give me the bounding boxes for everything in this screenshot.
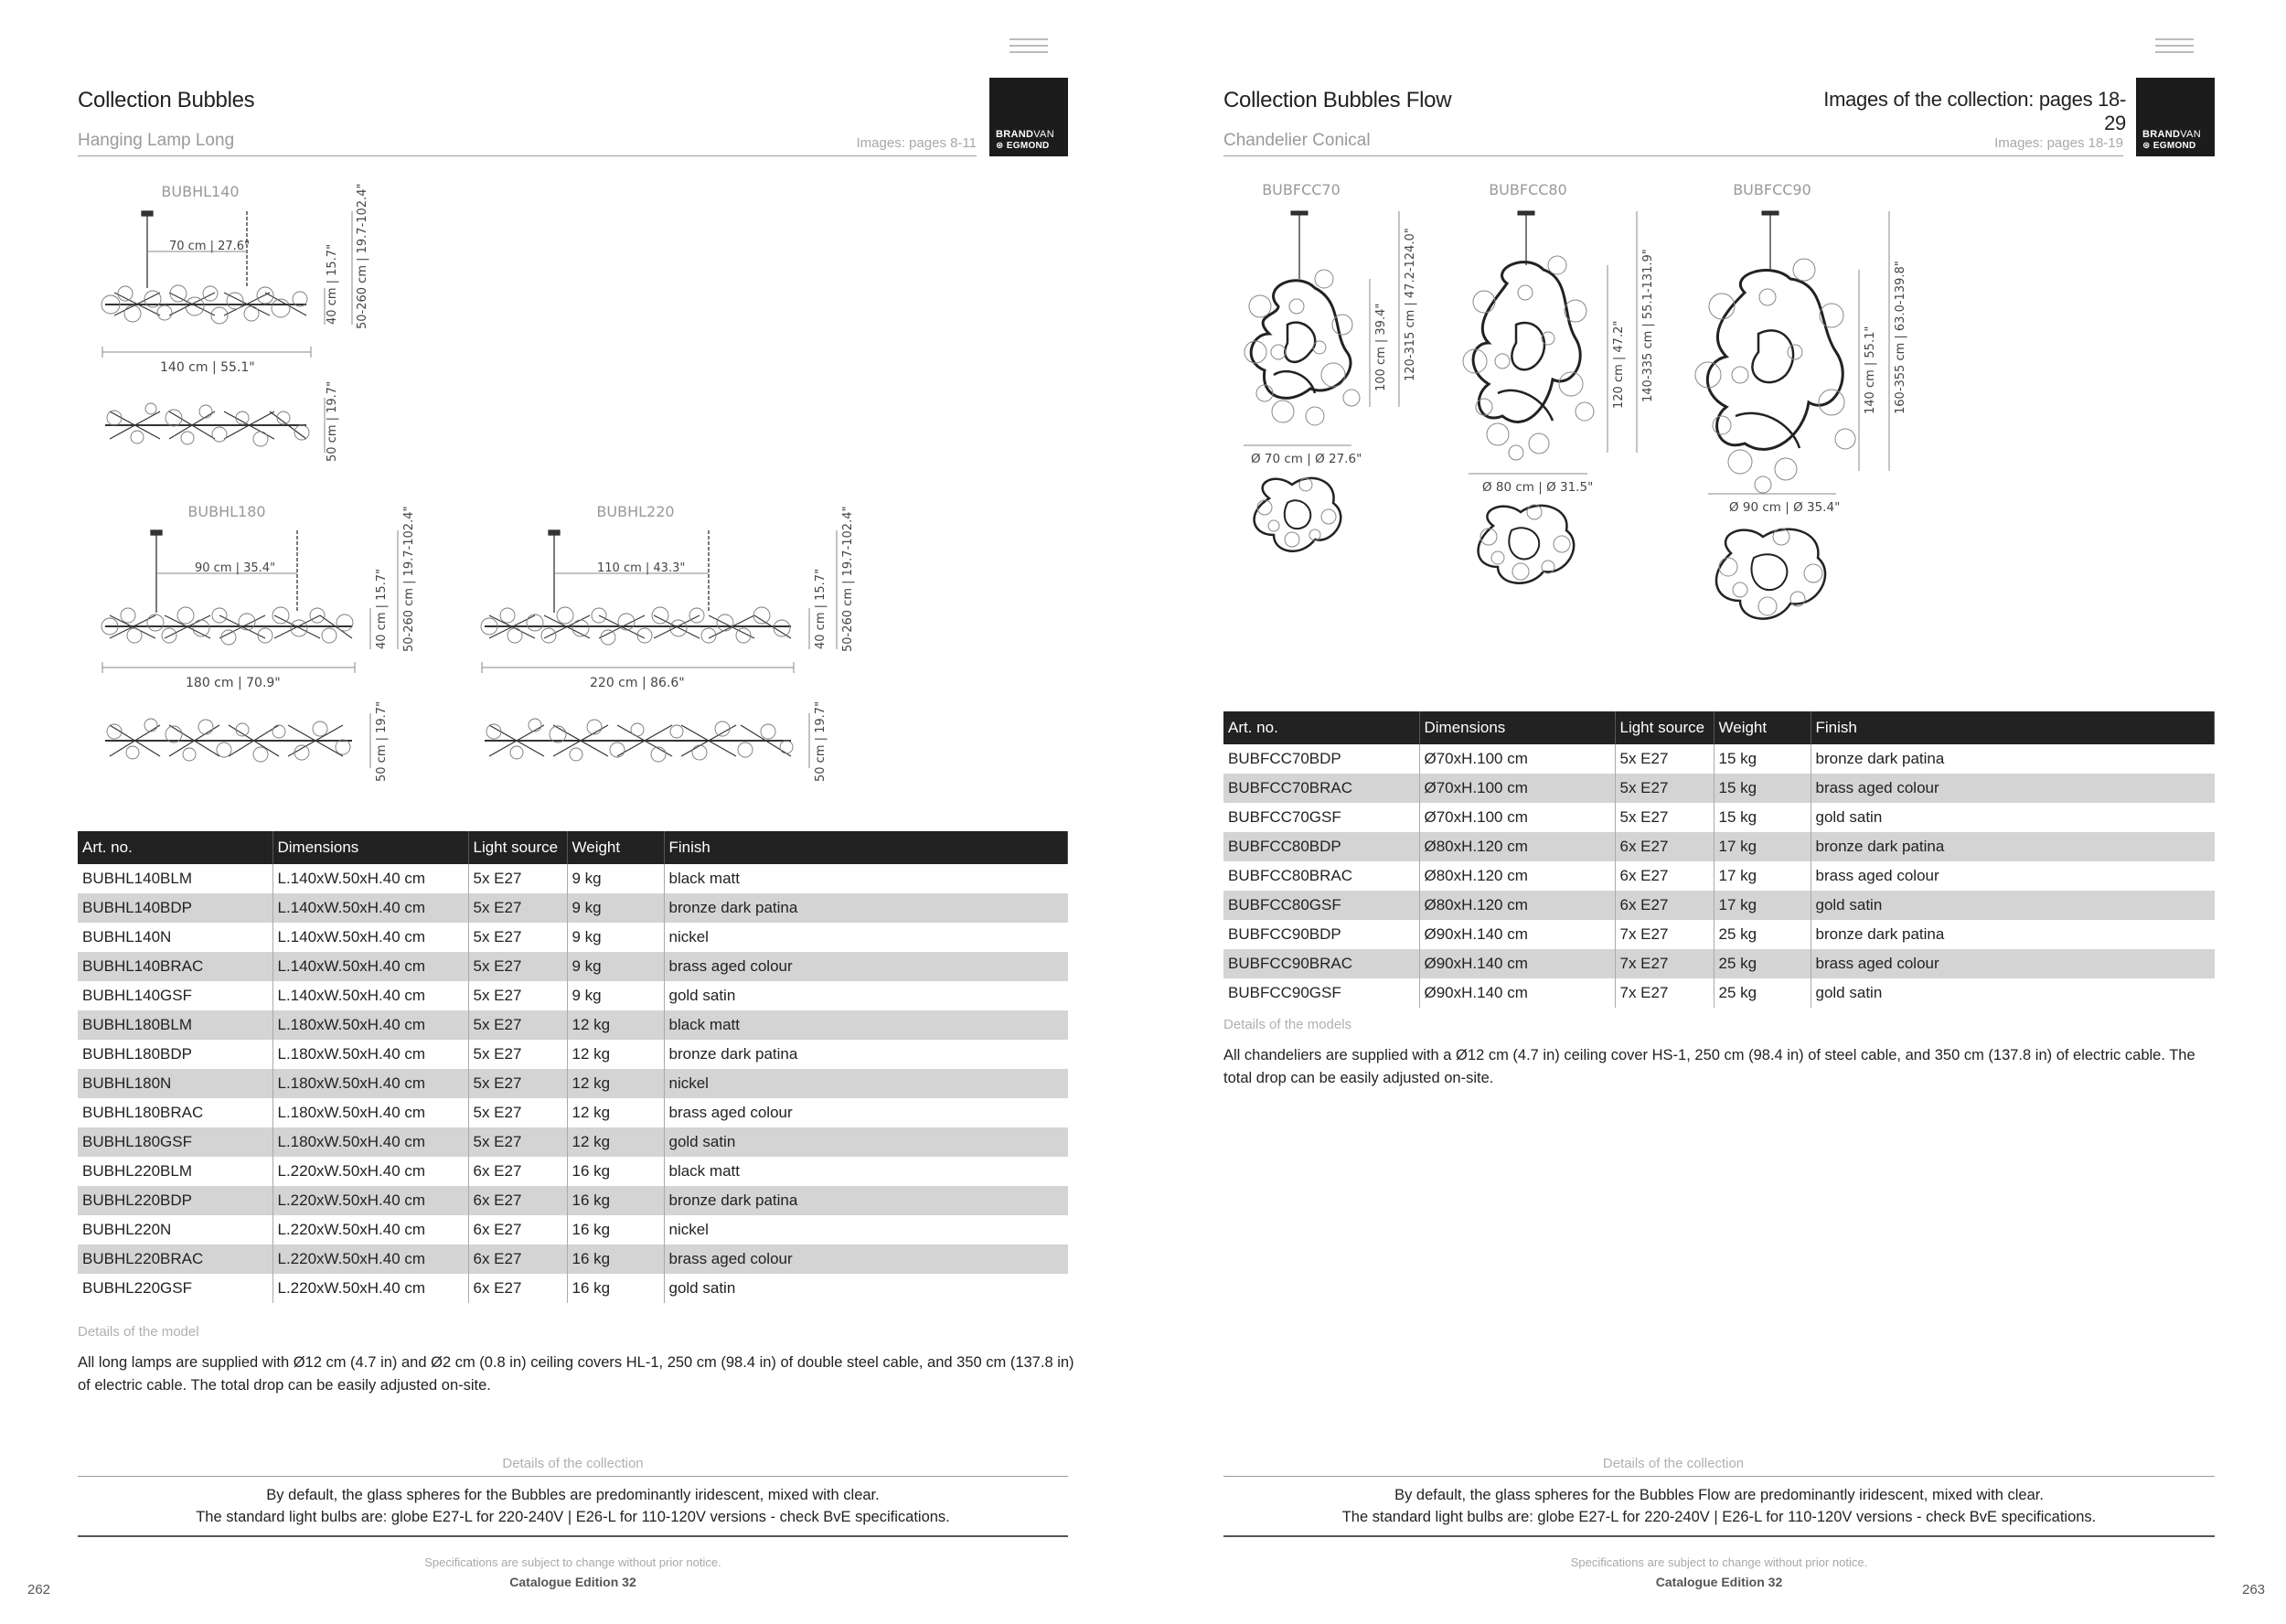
- menu-lines-icon: [2155, 38, 2194, 57]
- bubhl180-height-label: 40 cm | 15.7": [375, 568, 389, 649]
- table-cell: 15 kg: [1714, 744, 1811, 774]
- bubhl140-width-label: 70 cm | 27.6": [169, 240, 251, 253]
- table-row: [78, 1127, 1068, 1157]
- table-cell: BUBHL140BDP: [78, 893, 272, 923]
- images-reference: Images: pages 8-11: [856, 135, 977, 151]
- table-cell: 17 kg: [1714, 861, 1811, 891]
- drawings-bubfcc: [1223, 178, 1955, 672]
- collection-heading: Details of the collection: [502, 1456, 644, 1471]
- left-table-body: [78, 864, 1068, 1303]
- table-cell: 7x E27: [1615, 978, 1714, 1008]
- table-cell: 5x E27: [468, 1127, 567, 1157]
- table-cell: BUBHL220GSF: [78, 1274, 272, 1303]
- table-cell: 6x E27: [468, 1215, 567, 1245]
- bubhl220-width-label: 110 cm | 43.3": [597, 561, 686, 575]
- table-cell: 5x E27: [468, 923, 567, 952]
- table-cell: BUBHL140GSF: [78, 981, 272, 1010]
- bubfcc70-drop-label: 120-315 cm | 47.2-124.0": [1404, 228, 1417, 381]
- table-cell: 17 kg: [1714, 832, 1811, 861]
- bubfcc90-diameter-label: Ø 90 cm | Ø 35.4": [1729, 500, 1841, 515]
- table-cell: bronze dark patina: [1811, 832, 2215, 861]
- table-cell: 16 kg: [567, 1186, 664, 1215]
- right-spec-table: [1223, 711, 2215, 1008]
- table-cell: 25 kg: [1714, 949, 1811, 978]
- table-cell: 5x E27: [468, 981, 567, 1010]
- table-cell: L.140xW.50xH.40 cm: [272, 981, 468, 1010]
- table-cell: L.220xW.50xH.40 cm: [272, 1274, 468, 1303]
- table-cell: 5x E27: [1615, 744, 1714, 774]
- images-of-collection: Images of the collection: pages 18-29: [1823, 88, 2126, 134]
- table-cell: BUBFCC90GSF: [1223, 978, 1419, 1008]
- table-cell: black matt: [668, 870, 740, 887]
- col-art-no: Art. no.: [1223, 711, 1419, 744]
- bubfcc70-side-view: [1244, 211, 1360, 425]
- table-cell: 12 kg: [567, 1098, 664, 1127]
- table-cell: BUBFCC70GSF: [1223, 803, 1419, 832]
- table-cell: 16 kg: [567, 1157, 664, 1186]
- col-finish: Finish: [664, 831, 1068, 864]
- table-row: [78, 923, 1068, 952]
- table-cell: 12 kg: [567, 1069, 664, 1098]
- table-cell: gold satin: [1815, 808, 1883, 826]
- bubfcc90-drop-label: 160-355 cm | 63.0-139.8": [1894, 261, 1907, 414]
- table-cell: 9 kg: [567, 893, 664, 923]
- collection-line-1: By default, the glass spheres for the Bubbles are predominantly iridescent, mixed with clear.: [266, 1487, 880, 1503]
- table-cell: 9 kg: [567, 923, 664, 952]
- table-cell: 5x E27: [468, 893, 567, 923]
- bubhl220-top-view: [485, 719, 793, 762]
- table-cell: gold satin: [1811, 891, 2215, 920]
- bubfcc70-height-label: 100 cm | 39.4": [1374, 303, 1388, 391]
- table-cell: 9 kg: [567, 952, 664, 981]
- table-row: [78, 893, 1068, 923]
- table-cell: L.140xW.50xH.40 cm: [272, 893, 468, 923]
- images-reference: Images: pages 18-19: [1994, 135, 2123, 151]
- table-row: [78, 1274, 1068, 1303]
- collection-rule-bottom: [78, 1535, 1068, 1537]
- table-cell: BUBHL220N: [78, 1215, 272, 1245]
- table-cell: 15 kg: [1714, 774, 1811, 803]
- drawings-bubhl: [78, 178, 992, 800]
- table-cell: 6x E27: [1615, 891, 1714, 920]
- table-cell: brass aged colour: [664, 952, 1068, 981]
- bubfcc90-side-view: [1695, 211, 1855, 493]
- table-cell: 15 kg: [1714, 803, 1811, 832]
- table-cell: L.220xW.50xH.40 cm: [272, 1215, 468, 1245]
- table-row: [78, 1069, 1068, 1098]
- model-label: BUBFCC70: [1262, 181, 1341, 198]
- table-cell: bronze dark patina: [664, 1186, 1068, 1215]
- table-cell: 25 kg: [1714, 920, 1811, 949]
- page-subtitle: Hanging Lamp Long: [78, 131, 235, 150]
- table-row: [1223, 774, 2215, 803]
- bubhl180-depth-label: 50 cm | 19.7": [375, 700, 389, 782]
- table-cell: Ø70xH.100 cm: [1419, 803, 1615, 832]
- footer-edition: Catalogue Edition 32: [509, 1575, 636, 1589]
- table-cell: BUBHL180BLM: [78, 1010, 272, 1040]
- table-row: [78, 1098, 1068, 1127]
- table-cell: Ø90xH.140 cm: [1419, 978, 1615, 1008]
- collection-rule-top: [1223, 1476, 2215, 1477]
- table-cell: brass aged colour: [1811, 774, 2215, 803]
- table-cell: BUBHL180N: [78, 1069, 272, 1098]
- bubfcc70-diameter-label: Ø 70 cm | Ø 27.6": [1251, 452, 1362, 466]
- col-light-source: Light source: [1615, 711, 1714, 744]
- bubhl140-dimensions: [102, 211, 352, 358]
- table-cell: L.180xW.50xH.40 cm: [272, 1098, 468, 1127]
- table-cell: BUBHL140BLM: [78, 864, 272, 893]
- table-row: [78, 1186, 1068, 1215]
- table-cell: BUBHL220BDP: [78, 1186, 272, 1215]
- col-light-source: Light source: [468, 831, 567, 864]
- table-cell: L.140xW.50xH.40 cm: [272, 864, 468, 893]
- table-cell: black matt: [664, 1010, 1068, 1040]
- table-cell: bronze dark patina: [1815, 750, 1945, 767]
- table-cell: bronze dark patina: [1815, 925, 1945, 943]
- table-cell: BUBHL180BRAC: [78, 1098, 272, 1127]
- table-cell: 6x E27: [1615, 832, 1714, 861]
- table-cell: 5x E27: [1615, 803, 1714, 832]
- table-cell: BUBFCC90BDP: [1223, 920, 1419, 949]
- bubhl140-drop-label: 50-260 cm | 19.7-102.4": [356, 183, 369, 329]
- table-row: [78, 1040, 1068, 1069]
- table-cell: 12 kg: [567, 1010, 664, 1040]
- table-cell: L.220xW.50xH.40 cm: [272, 1245, 468, 1274]
- collection-heading: Details of the collection: [1602, 1456, 1745, 1471]
- details-text: All long lamps are supplied with Ø12 cm (4.7 in) and Ø2 cm (0.8 in) ceiling covers HL-1, 250 cm (98.4 in) of double steel cable, and 350 cm (137.8 in) of electric cable. The total drop can be easily adjusted on-site.: [78, 1354, 1074, 1394]
- page-title: Collection Bubbles Flow: [1223, 88, 1452, 112]
- bubfcc80-side-view: [1463, 211, 1594, 460]
- bubhl140-top-view: [105, 403, 309, 446]
- collection-line-2: The standard light bulbs are: globe E27-L for 220-240V | E26-L for 110-120V versions - check BvE specifications.: [1341, 1509, 2097, 1525]
- table-cell: 16 kg: [567, 1245, 664, 1274]
- table-cell: 5x E27: [468, 864, 567, 893]
- table-cell: 17 kg: [1714, 891, 1811, 920]
- table-cell: 9 kg: [567, 981, 664, 1010]
- bubhl180-front-view: [101, 530, 353, 645]
- table-cell: 6x E27: [468, 1274, 567, 1303]
- table-row: [1223, 832, 2215, 861]
- table-cell: BUBFCC80BRAC: [1223, 861, 1419, 891]
- table-cell: 5x E27: [468, 1069, 567, 1098]
- table-cell: 5x E27: [1615, 774, 1714, 803]
- table-cell: 25 kg: [1714, 978, 1811, 1008]
- bubfcc90-height-label: 140 cm | 55.1": [1864, 326, 1877, 414]
- right-table-body: [1223, 744, 2215, 1008]
- table-header-row: [78, 831, 1068, 864]
- table-cell: 7x E27: [1615, 949, 1714, 978]
- table-cell: 5x E27: [468, 1010, 567, 1040]
- table-cell: nickel: [668, 928, 709, 946]
- table-cell: bronze dark patina: [664, 893, 1068, 923]
- col-finish: Finish: [1811, 711, 2215, 744]
- table-cell: 6x E27: [468, 1245, 567, 1274]
- table-row: [1223, 920, 2215, 949]
- collection-line-2: The standard light bulbs are: globe E27-L for 220-240V | E26-L for 110-120V versions - check BvE specifications.: [196, 1509, 950, 1525]
- table-row: [1223, 949, 2215, 978]
- table-row: [1223, 861, 2215, 891]
- table-cell: 6x E27: [1615, 861, 1714, 891]
- table-row: [78, 1215, 1068, 1245]
- table-cell: Ø90xH.140 cm: [1419, 920, 1615, 949]
- brand-logo: BRANDVAN ⊛ EGMOND: [989, 78, 1068, 156]
- table-cell: 6x E27: [468, 1186, 567, 1215]
- model-label: BUBFCC90: [1733, 181, 1811, 198]
- bubhl140-depth-label: 50 cm | 19.7": [326, 380, 339, 462]
- table-cell: 5x E27: [468, 1040, 567, 1069]
- details-text: All chandeliers are supplied with a Ø12 cm (4.7 in) ceiling cover HS-1, 250 cm (98.4 in) of steel cable, and 350 cm (137.8 in) of electric cable. The total drop can be easily adjusted on-site.: [1223, 1047, 2195, 1086]
- table-cell: 12 kg: [567, 1040, 664, 1069]
- table-cell: L.180xW.50xH.40 cm: [272, 1010, 468, 1040]
- table-cell: BUBHL140N: [78, 923, 272, 952]
- table-row: [1223, 744, 2215, 774]
- table-row: [78, 1245, 1068, 1274]
- table-cell: gold satin: [664, 1127, 1068, 1157]
- page-subtitle: Chandelier Conical: [1223, 131, 1371, 150]
- menu-lines-icon: [1009, 38, 1048, 57]
- bubhl220-height-label: 40 cm | 15.7": [814, 568, 828, 649]
- model-label: BUBFCC80: [1489, 181, 1567, 198]
- bubhl180-drop-label: 50-260 cm | 19.7-102.4": [402, 506, 416, 652]
- bubfcc90-top-view: [1716, 529, 1825, 619]
- page-number: 263: [2242, 1582, 2266, 1597]
- page-number: 262: [27, 1582, 51, 1597]
- table-row: [78, 952, 1068, 981]
- table-cell: L.140xW.50xH.40 cm: [272, 923, 468, 952]
- table-cell: BUBHL220BLM: [78, 1157, 272, 1186]
- table-cell: 9 kg: [567, 864, 664, 893]
- table-cell: 5x E27: [468, 952, 567, 981]
- table-row: [78, 1010, 1068, 1040]
- table-row: [78, 1157, 1068, 1186]
- table-row: [78, 864, 1068, 893]
- collection-line-1: By default, the glass spheres for the Bubbles Flow are predominantly iridescent, mixed with clear.: [1394, 1487, 2044, 1503]
- table-cell: brass aged colour: [1811, 949, 2215, 978]
- bubfcc80-drop-label: 140-335 cm | 55.1-131.9": [1641, 249, 1655, 402]
- table-cell: Ø80xH.120 cm: [1419, 832, 1615, 861]
- table-cell: black matt: [668, 1162, 740, 1180]
- page-title: Collection Bubbles: [78, 88, 255, 112]
- table-cell: Ø90xH.140 cm: [1419, 949, 1615, 978]
- bubhl220-length-label: 220 cm | 86.6": [590, 676, 685, 690]
- details-heading: Details of the model: [78, 1324, 199, 1340]
- table-cell: Ø70xH.100 cm: [1419, 774, 1615, 803]
- bubhl140-height-label: 40 cm | 15.7": [326, 243, 339, 325]
- table-cell: L.220xW.50xH.40 cm: [272, 1186, 468, 1215]
- table-row: [78, 981, 1068, 1010]
- table-cell: L.220xW.50xH.40 cm: [272, 1157, 468, 1186]
- table-cell: Ø80xH.120 cm: [1419, 891, 1615, 920]
- table-cell: BUBFCC90BRAC: [1223, 949, 1419, 978]
- col-weight: Weight: [567, 831, 664, 864]
- col-dimensions: Dimensions: [272, 831, 468, 864]
- table-cell: L.180xW.50xH.40 cm: [272, 1069, 468, 1098]
- left-spec-table: [78, 831, 1068, 1303]
- table-cell: bronze dark patina: [668, 1045, 798, 1063]
- table-cell: BUBFCC70BRAC: [1223, 774, 1419, 803]
- table-row: [1223, 803, 2215, 832]
- bubhl180-width-label: 90 cm | 35.4": [195, 561, 276, 575]
- table-cell: 12 kg: [567, 1127, 664, 1157]
- table-cell: L.180xW.50xH.40 cm: [272, 1040, 468, 1069]
- table-cell: brass aged colour: [664, 1245, 1068, 1274]
- bubfcc80-height-label: 120 cm | 47.2": [1612, 320, 1626, 409]
- table-cell: gold satin: [1815, 984, 1883, 1001]
- table-cell: BUBHL180BDP: [78, 1040, 272, 1069]
- bubhl220-drop-label: 50-260 cm | 19.7-102.4": [841, 506, 855, 652]
- footer-edition: Catalogue Edition 32: [1655, 1575, 1783, 1589]
- model-label: BUBHL180: [187, 503, 266, 520]
- table-row: [1223, 978, 2215, 1008]
- table-cell: L.180xW.50xH.40 cm: [272, 1127, 468, 1157]
- bubhl140-front-view: [101, 211, 307, 324]
- bubhl180-length-label: 180 cm | 70.9": [186, 676, 281, 690]
- col-dimensions: Dimensions: [1419, 711, 1615, 744]
- table-cell: Ø80xH.120 cm: [1419, 861, 1615, 891]
- table-cell: L.140xW.50xH.40 cm: [272, 952, 468, 981]
- model-label: BUBHL220: [596, 503, 675, 520]
- collection-rule-bottom: [1223, 1535, 2215, 1537]
- col-art-no: Art. no.: [78, 831, 272, 864]
- table-cell: 16 kg: [567, 1215, 664, 1245]
- bubfcc80-diameter-label: Ø 80 cm | Ø 31.5": [1482, 480, 1594, 495]
- table-cell: 6x E27: [468, 1157, 567, 1186]
- bubfcc70-top-view: [1255, 478, 1341, 551]
- bubhl220-front-view: [481, 530, 791, 645]
- table-cell: BUBHL140BRAC: [78, 952, 272, 981]
- header-rule: [78, 155, 977, 156]
- table-cell: 16 kg: [567, 1274, 664, 1303]
- header-rule: [1223, 155, 2123, 156]
- footer-notice: Specifications are subject to change without prior notice.: [1570, 1555, 1868, 1569]
- model-label: BUBHL140: [161, 183, 240, 200]
- table-cell: BUBHL220BRAC: [78, 1245, 272, 1274]
- col-weight: Weight: [1714, 711, 1811, 744]
- table-row: [1223, 891, 2215, 920]
- table-header-row: [1223, 711, 2215, 744]
- bubhl180-top-view: [105, 719, 352, 762]
- collection-rule-top: [78, 1476, 1068, 1477]
- brand-logo: BRANDVAN ⊛ EGMOND: [2136, 78, 2215, 156]
- table-cell: gold satin: [668, 987, 736, 1004]
- table-cell: brass aged colour: [668, 1104, 793, 1121]
- table-cell: gold satin: [668, 1279, 736, 1297]
- table-cell: BUBHL180GSF: [78, 1127, 272, 1157]
- table-cell: Ø70xH.100 cm: [1419, 744, 1615, 774]
- table-cell: BUBFCC70BDP: [1223, 744, 1419, 774]
- table-cell: nickel: [668, 1221, 709, 1238]
- table-cell: nickel: [664, 1069, 1068, 1098]
- table-cell: BUBFCC80BDP: [1223, 832, 1419, 861]
- table-cell: 5x E27: [468, 1098, 567, 1127]
- bubfcc80-top-view: [1479, 505, 1575, 583]
- table-cell: 7x E27: [1615, 920, 1714, 949]
- footer-notice: Specifications are subject to change without prior notice.: [424, 1555, 721, 1569]
- bubhl220-depth-label: 50 cm | 19.7": [814, 700, 828, 782]
- details-heading: Details of the models: [1223, 1017, 1352, 1032]
- table-cell: brass aged colour: [1815, 867, 1939, 884]
- bubhl140-length-label: 140 cm | 55.1": [160, 360, 255, 375]
- table-cell: BUBFCC80GSF: [1223, 891, 1419, 920]
